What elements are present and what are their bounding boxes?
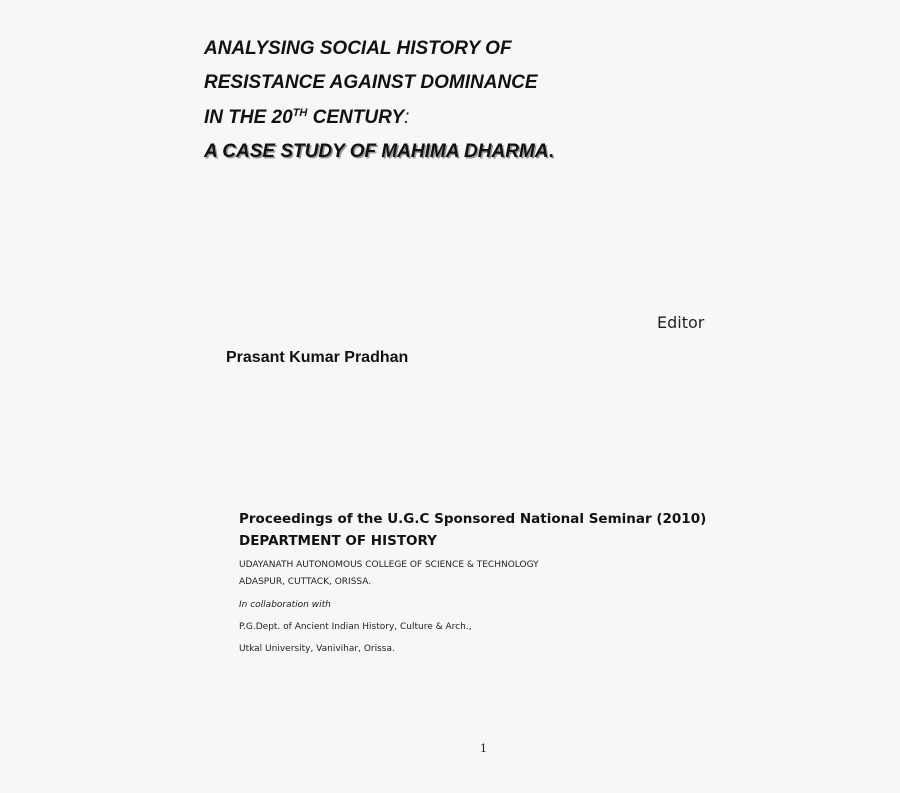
title-line-1: ANALYSING SOCIAL HISTORY OF — [204, 38, 512, 59]
title-line-3 — [204, 108, 409, 127]
editor-name: Prasant Kumar Pradhan — [226, 349, 409, 366]
title-line-4 — [204, 142, 554, 161]
department-name: DEPARTMENT OF HISTORY — [239, 533, 437, 549]
collaboration-note: In collaboration with — [239, 600, 331, 610]
title-line-4-main: A CASE STUDY OF MAHIMA DHARMA — [204, 141, 549, 162]
editor-label: Editor — [657, 313, 705, 332]
title-line-3-suffix: CENTURY — [307, 107, 405, 128]
title-line-3-prefix: IN THE 20 — [204, 107, 293, 128]
collaborating-university: Utkal University, Vanivihar, Orissa. — [239, 644, 395, 654]
title-line-4-period: . — [548, 141, 554, 162]
proceedings-heading: Proceedings of the U.G.C Sponsored National Seminar (2010) — [239, 511, 707, 527]
page-number: 1 — [480, 742, 487, 755]
college-name: UDAYANATH AUTONOMOUS COLLEGE OF SCIENCE & TECHNOLOGY — [239, 560, 539, 570]
collaborating-department: P.G.Dept. of Ancient Indian History, Culture & Arch., — [239, 622, 472, 632]
title-line-2: RESISTANCE AGAINST DOMINANCE — [204, 72, 538, 93]
title-superscript: TH — [292, 107, 308, 119]
title-line-3-colon: : — [404, 107, 410, 128]
college-address: ADASPUR, CUTTACK, ORISSA. — [239, 577, 372, 587]
